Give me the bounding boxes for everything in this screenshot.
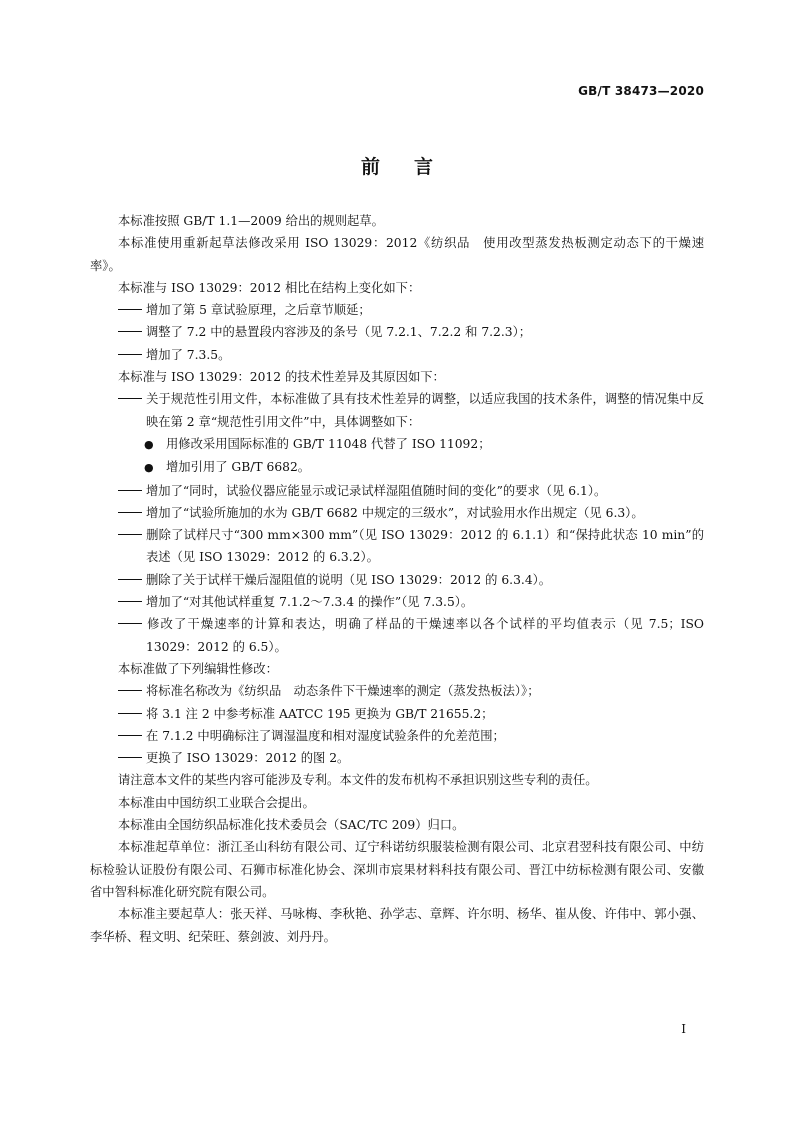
bullet-item-text: 增加引用了 GB/T 6682。 (166, 460, 311, 475)
dash-item (90, 524, 704, 569)
dash-item-text: 将 3.1 注 2 中参考标准 AATCC 195 更换为 GB/T 21655.2； (146, 706, 494, 721)
bullet-dot-icon: ● (144, 437, 154, 451)
bullet-item (90, 433, 704, 456)
dash-item (90, 613, 704, 658)
dash-marker (118, 591, 146, 613)
paragraph: 本标准按照 GB/T 1.1—2009 给出的规则起草。 (118, 214, 384, 228)
bullet-item (90, 456, 704, 479)
page-title: 前言 (360, 156, 467, 178)
dash-item-text: 修改了干燥速率的计算和表达，明确了样品的干燥速率以各个试样的平均值表示（见 7.5；ISO 13029：2012 的 6.5）。 (146, 617, 704, 654)
dash-marker (118, 725, 146, 747)
paragraph: 本标准与 ISO 13029：2012 相比在结构上变化如下： (118, 280, 421, 295)
dash-item-text: 增加了“对其他试样重复 7.1.2～7.3.4 的操作”（见 7.3.5）。 (146, 595, 474, 610)
paragraph: 本标准由中国纺织工业联合会提出。 (118, 795, 315, 810)
dash-item (90, 703, 704, 725)
dash-item (90, 480, 704, 502)
paragraph: 本标准由全国纺织品标准化技术委员会（SAC/TC 209）归口。 (118, 818, 465, 833)
dash-marker (118, 321, 146, 343)
paragraph: 请注意本文件的某些内容可能涉及专利。本文件的发布机构不承担识别这些专利的责任。 (118, 773, 598, 788)
dash-item-text: 增加了 7.3.5。 (146, 347, 231, 362)
dash-marker (118, 613, 146, 635)
dash-item (90, 725, 704, 747)
paragraph: 本标准使用重新起草法修改采用 ISO 13029：2012《纺织品 使用改型蒸发热板测定动态下的干燥速率》。 (90, 236, 704, 273)
dash-marker (118, 502, 146, 524)
dash-item-text: 删除了试样尺寸“300 mm×300 mm”（见 ISO 13029：2012 的 6.1.1）和“保持此状态 10 min”的表述（见 ISO 13029：2012 的 6.3.2）。 (146, 528, 704, 565)
bullet-item-text: 用修改采用国际标准的 GB/T 11048 代替了 ISO 11092； (166, 436, 491, 451)
dash-marker (118, 344, 146, 366)
dash-item-text: 增加了“试验所施加的水为 GB/T 6682 中规定的三级水”，对试验用水作出规定（见 6.3）。 (146, 505, 644, 520)
paragraph: 本标准起草单位：浙江圣山科纺有限公司、辽宁科诺纺织服装检测有限公司、北京君翌科技有限公司、中纺标检验认证股份有限公司、石狮市标准化协会、深圳市宸果材料科技有限公司、晋江中纺标检测有限公司、安徽省中智科标准化研究院有限公司。 (90, 840, 704, 899)
dash-item-text: 删除了关于试样干燥后湿阻值的说明（见 ISO 13029：2012 的 6.3.4）。 (146, 572, 552, 587)
dash-marker (118, 680, 146, 702)
dash-item (90, 680, 704, 702)
foreword-body (90, 210, 704, 948)
dash-item-text: 更换了 ISO 13029：2012 的图 2。 (146, 751, 350, 766)
dash-item (90, 299, 704, 321)
dash-item (90, 747, 704, 769)
dash-marker (118, 480, 146, 502)
dash-item-text: 将标准名称改为《纺织品 动态条件下干燥速率的测定（蒸发热板法）》； (146, 684, 540, 699)
dash-item-text: 增加了第 5 章试验原理，之后章节顺延； (146, 303, 371, 318)
standard-number: GB/T 38473—2020 (578, 84, 704, 98)
dash-marker (118, 299, 146, 321)
paragraph: 本标准主要起草人：张天祥、马咏梅、李秋艳、孙学志、章辉、许尔明、杨华、崔从俊、许伟中、郭小强、李华桥、程文明、纪荣旺、蔡剑波、刘丹丹。 (90, 907, 704, 944)
dash-marker (118, 569, 146, 591)
dash-item-text: 调整了 7.2 中的悬置段内容涉及的条号（见 7.2.1、7.2.2 和 7.2.3）； (146, 325, 532, 340)
dash-item (90, 388, 704, 433)
bullet-dot-icon: ● (144, 461, 154, 475)
page-number: I (681, 1022, 686, 1036)
dash-marker (118, 524, 146, 546)
paragraph: 本标准与 ISO 13029：2012 的技术性差异及其原因如下： (118, 370, 445, 385)
dash-marker (118, 747, 146, 769)
dash-item-text: 关于规范性引用文件，本标准做了具有技术性差异的调整，以适应我国的技术条件，调整的情况集中反映在第 2 章“规范性引用文件”中，具体调整如下： (146, 392, 704, 429)
paragraph: 本标准做了下列编辑性修改： (118, 661, 278, 676)
dash-item-text: 增加了“同时，试验仪器应能显示或记录试样湿阻值随时间的变化”的要求（见 6.1）。 (146, 483, 607, 498)
dash-marker (118, 703, 146, 725)
dash-marker (118, 388, 146, 410)
dash-item (90, 591, 704, 613)
dash-item (90, 569, 704, 591)
dash-item (90, 321, 704, 343)
dash-item (90, 344, 704, 366)
dash-item-text: 在 7.1.2 中明确标注了调湿温度和相对湿度试验条件的允差范围； (146, 728, 505, 743)
dash-item (90, 502, 704, 524)
